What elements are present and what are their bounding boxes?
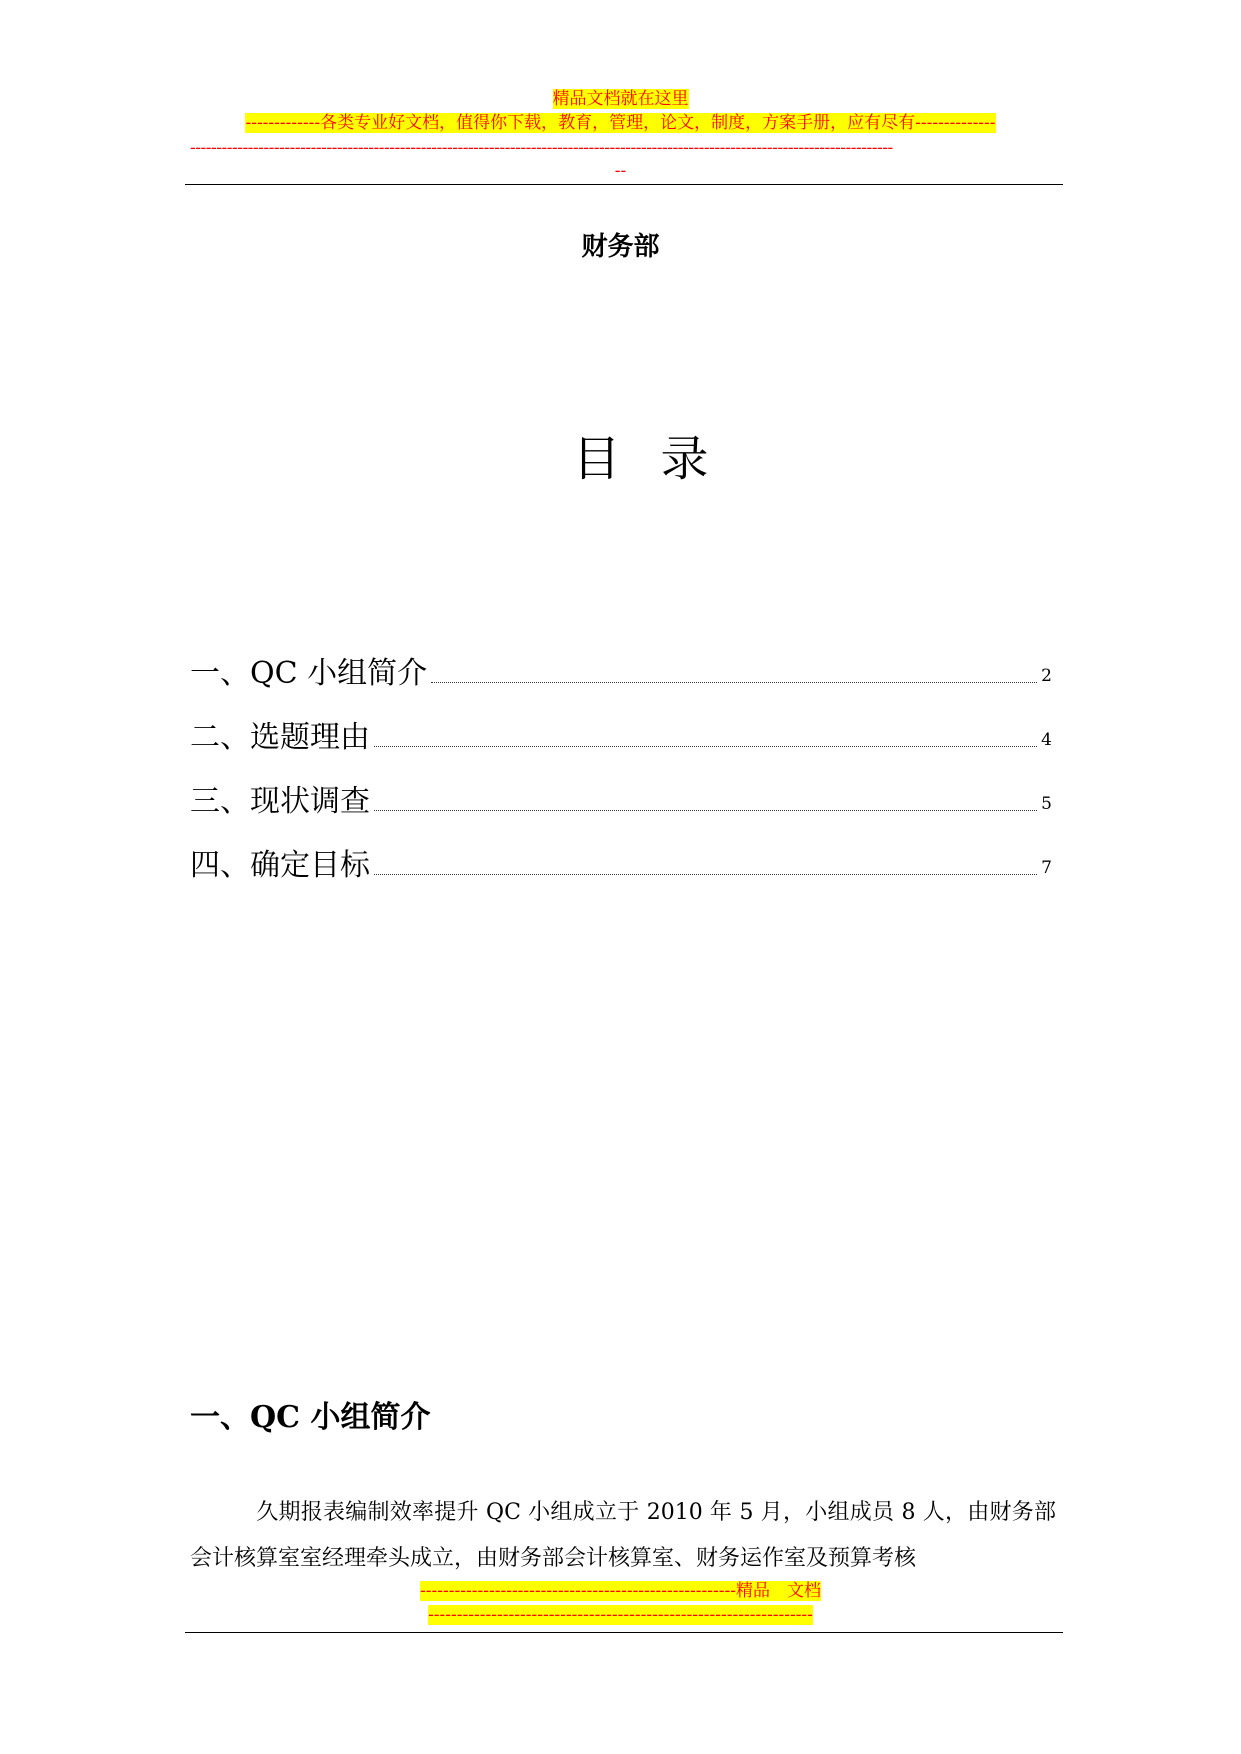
- header-banner-title-text: 精品文档就在这里: [552, 89, 689, 109]
- section-heading: 一、QC 小组简介: [190, 1400, 431, 1435]
- toc-entry-label: 四、确定目标: [190, 848, 370, 883]
- footer-banner-line2-text: -------------------------------------------------------------------: [428, 1605, 813, 1625]
- toc-title: 目录: [572, 431, 749, 487]
- toc-entry-page: 4: [1041, 730, 1052, 750]
- toc-entry-page: 7: [1041, 858, 1052, 878]
- toc-entry-page: 2: [1041, 666, 1052, 686]
- toc-entry[interactable]: [190, 780, 1052, 820]
- toc-leader-dots: [431, 682, 1037, 683]
- toc-leader-dots: [374, 746, 1037, 747]
- body-paragraph-text: 久期报表编制效率提升 QC 小组成立于 2010 年 5 月，小组成员 8 人，由财务部会计核算室室经理牵头成立，由财务部会计核算室、财务运作室及预算考核: [190, 1500, 1056, 1571]
- body-paragraph: [190, 1490, 1056, 1582]
- toc-leader-dots: [374, 874, 1037, 875]
- toc-entry[interactable]: [190, 716, 1052, 756]
- header-rule: [185, 184, 1063, 185]
- header-banner-tagline: [0, 112, 1241, 134]
- department-title: 财务部: [581, 232, 660, 262]
- header-banner-tagline-text: -------------各类专业好文档，值得你下载，教育，管理，论文，制度，方案手册，应有尽有--------------: [245, 113, 996, 133]
- footer-rule: [185, 1632, 1063, 1633]
- toc-entry-label: 二、选题理由: [190, 720, 370, 755]
- toc-leader-dots: [374, 810, 1037, 811]
- header-dash-tail: --: [614, 161, 627, 181]
- footer-banner-line2: [0, 1604, 1241, 1626]
- toc-entry[interactable]: [190, 844, 1052, 884]
- footer-banner-line1: [0, 1580, 1241, 1602]
- header-banner-title: [0, 88, 1241, 110]
- header-dash-line: --------------------------------------------------------------------------------------------------------------------------------------: [190, 138, 893, 158]
- toc-entry[interactable]: [190, 652, 1052, 692]
- toc-entry-label: 三、现状调查: [190, 784, 370, 819]
- footer-banner-line1-text: -------------------------------------------------------精品 文档: [420, 1581, 821, 1601]
- toc-entry-page: 5: [1041, 794, 1052, 814]
- toc-entry-label: 一、QC 小组简介: [190, 656, 428, 691]
